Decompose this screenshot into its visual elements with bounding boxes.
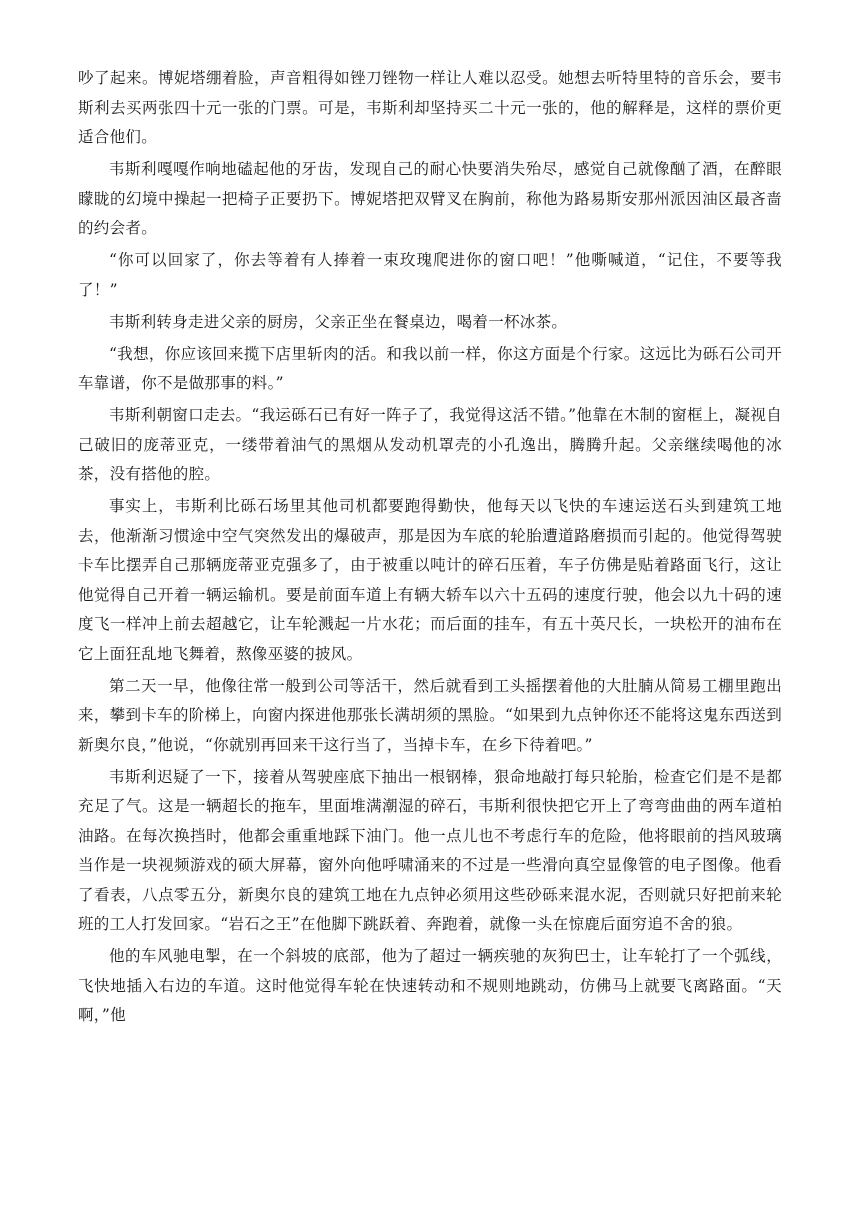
paragraph-1: 吵了起来。博妮塔绷着脸，声音粗得如锉刀锉物一样让人难以忍受。她想去听特里特的音乐会，要韦斯利去买两张四十元一张的门票。可是，韦斯利却坚持买二十元一张的，他的解释是，这样的票价更适合他们。: [78, 69, 782, 146]
paragraph-9: 韦斯利迟疑了一下，接着从驾驶座底下抽出一根钢棒，狠命地敲打每只轮胎，检查它们是不是都充足了气。这是一辆超长的拖车，里面堆满潮湿的碎石，韦斯利很快把它开上了弯弯曲曲的两车道柏油路。在每次换挡时，他都会重重地踩下油门。他一点儿也不考虑行车的危险，他将眼前的挡风玻璃当作是一块视频游戏的硕大屏幕，窗外向他呼啸涌来的不过是一些滑向真空显像管的电子图像。他看了看表，八点零五分，新奥尔良的建筑工地在九点钟必须用这些砂砾来混水泥，否则就只好把前来轮班的工人打发回家。“岩石之王”在他脚下跳跃着、奔跑着，就像一头在惊鹿后面穷追不舍的狼。: [78, 767, 782, 933]
paragraph-10: 他的车风驰电掣，在一个斜坡的底部，他为了超过一辆疾驰的灰狗巴士，让车轮打了一个弧线，飞快地插入右边的车道。这时他觉得车轮在快速转动和不规则地跳动，仿佛马上就要飞离路面。“天啊，”他: [78, 947, 782, 1024]
paragraph-3: “你可以回家了，你去等着有人捧着一束玫瑰爬进你的窗口吧！”他嘶喊道，“记住，不要等我了！”: [78, 251, 782, 299]
document-body: [78, 64, 782, 1033]
paragraph-2: 韦斯利嘎嘎作响地磕起他的牙齿，发现自己的耐心快要消失殆尽，感觉自己就像酗了酒，在醉眼矇眬的幻境中操起一把椅子正要扔下。博妮塔把双臂叉在胸前，称他为路易斯安那州派因油区最吝啬的约会者。: [78, 160, 782, 237]
paragraph-5: “我想，你应该回来揽下店里斩肉的活。和我以前一样，你这方面是个行家。这远比为砾石公司开车靠谱，你不是做那事的料。”: [78, 344, 782, 392]
paragraph-4: 韦斯利转身走进父亲的厨房，父亲正坐在餐桌边，喝着一杯冰茶。: [109, 312, 568, 331]
paragraph-6: 韦斯利朝窗口走去。“我运砾石已有好一阵子了，我觉得这活不错。”他靠在木制的窗框上，凝视自己破旧的庞蒂亚克，一缕带着油气的黑烟从发动机罩壳的小孔逸出，腾腾升起。父亲继续喝他的冰茶，没有搭他的腔。: [78, 406, 782, 483]
paragraph-8: 第二天一早，他像往常一般到公司等活干，然后就看到工头摇摆着他的大肚腩从简易工棚里跑出来，攀到卡车的阶梯上，向窗内探进他那张长满胡须的黑脸。“如果到九点钟你还不能将这鬼东西送到新奥尔良，”他说，“你就别再回来干这行当了，当掉卡车，在乡下待着吧。”: [78, 676, 782, 754]
paragraph-7: 事实上，韦斯利比砾石场里其他司机都要跑得勤快，他每天以飞快的车速运送石头到建筑工地去，他渐渐习惯途中空气突然发出的爆破声，那是因为车底的轮胎遭道路磨损而引起的。他觉得驾驶卡车比摆弄自己那辆庞蒂亚克强多了，由于被重以吨计的碎石压着，车子仿佛是贴着路面飞行，这让他觉得自己开着一辆运输机。要是前面车道上有辆大轿车以六十五码的速度行驶，他会以九十码的速度飞一样冲上前去超越它，让车轮溅起一片水花；而后面的挂车，有五十英尺长，一块松开的油布在它上面狂乱地飞舞着，熬像巫婆的披风。: [78, 497, 782, 663]
